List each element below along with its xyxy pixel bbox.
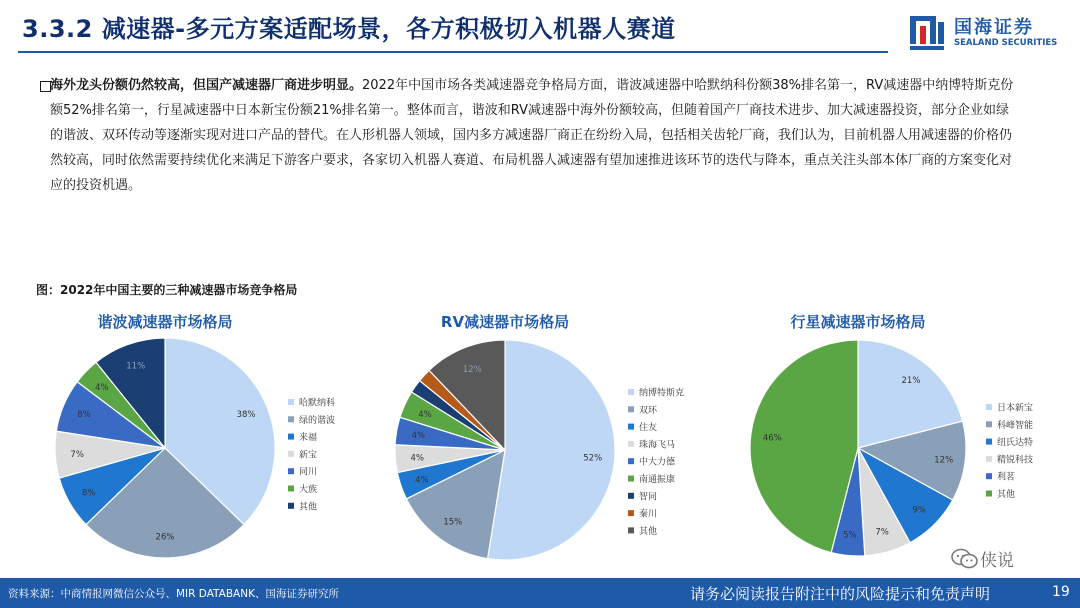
slice-value-label: 8% [77,410,91,421]
wechat-icon [950,547,980,571]
pie-chart-harmonic [20,300,380,575]
pie-title-harmonic: 谐波减速器市场格局 [97,313,233,331]
slice-value-label: 5% [843,530,857,541]
pie-chart-harmonic-svg [20,300,380,575]
legend-label: 纽氏达特 [997,438,1034,449]
slice-value-label: 4% [411,431,426,442]
logo-text-en: SEALAND SECURITIES [954,38,1058,48]
legend-swatch [628,406,634,412]
pie-chart-rv-svg [380,300,740,575]
slice-value-label: 4% [415,475,429,486]
legend-label: 其他 [639,526,658,537]
slice-value-label: 12% [462,364,482,375]
key-point-lead: 海外龙头份额仍然较高，但国产减速器厂商进步明显。 [50,78,363,93]
slice-value-label: 21% [901,376,921,387]
pie-chart-rv [380,300,740,575]
logo-text-cn: 国海证券 [954,17,1034,38]
pie-title-rv: RV减速器市场格局 [440,313,570,331]
slice-value-label: 11% [126,361,146,372]
footer-source: 资料来源：中商情报网微信公众号、MIR DATABANK、国海证券研究所 [8,588,339,600]
legend-label: 日本新宝 [997,403,1034,414]
legend-swatch [288,399,294,405]
legend-swatch [628,389,634,395]
pie-chart-planetary [730,300,1080,575]
legend-label: 中大力德 [639,457,676,468]
slice-value-label: 4% [95,383,109,394]
legend-label: 同川 [299,467,318,478]
figure-caption: 图：2022年中国主要的三种减速器市场竞争格局 [36,283,298,297]
legend-swatch [986,421,992,427]
legend-label: 新宝 [299,450,318,461]
slide-title: 3.3.2 减速器-多元方案适配场景，各方积极切入机器人赛道 [22,15,676,43]
legend-label: 其他 [997,490,1016,500]
slide-footer [0,578,1080,608]
bullet-square-icon [40,81,51,92]
slice-value-label: 12% [934,455,954,466]
company-logo [908,12,1068,52]
legend-label: 秦川 [639,509,658,520]
legend-swatch [628,476,634,482]
pie-slice [488,340,615,560]
legend-swatch [986,404,992,410]
legend-label: 其他 [299,502,318,513]
legend-swatch [986,456,992,462]
legend-swatch [288,486,294,492]
legend-swatch [628,441,634,447]
legend-label: 住友 [639,423,658,434]
slice-value-label: 52% [583,453,603,464]
pie-title-planetary: 行星减速器市场格局 [790,313,926,331]
legend-label: 双环 [639,405,658,416]
legend-label: 绿的谐波 [299,415,336,426]
footer-disclaimer: 请务必阅读报告附注中的风险提示和免责声明 [690,585,991,603]
legend-label: 珠海飞马 [639,440,676,451]
legend-swatch [288,451,294,457]
watermark-text: 侠说 [980,551,1014,571]
legend-label: 大族 [299,485,318,495]
legend-label: 哈默纳科 [299,398,336,409]
legend-swatch [986,439,992,445]
legend-swatch [986,473,992,479]
sealand-logo-icon [908,12,948,52]
slice-value-label: 7% [875,527,889,538]
legend-label: 南通振康 [639,475,676,485]
slice-value-label: 8% [82,488,96,499]
legend-swatch [628,493,634,499]
legend-swatch [288,468,294,474]
slice-value-label: 15% [443,517,463,528]
title-underline [18,51,888,53]
slice-value-label: 7% [70,449,84,460]
pie-chart-planetary-svg [730,300,1070,575]
legend-label: 智同 [639,492,658,503]
slice-value-label: 4% [410,453,425,464]
page-number: 19 [1052,584,1070,600]
slice-value-label: 9% [912,505,926,516]
slice-value-label: 26% [155,532,175,543]
legend-label: 纳博特斯克 [639,388,685,399]
legend-swatch [628,424,634,430]
legend-label: 利茗 [997,472,1016,483]
legend-swatch [986,491,992,497]
legend-swatch [288,416,294,422]
key-point-paragraph [50,73,1020,198]
slice-value-label: 38% [236,410,256,421]
legend-label: 来福 [299,433,318,444]
slide-header [0,0,1080,58]
slice-value-label: 4% [418,409,432,420]
key-point-body: 2022年中国市场各类减速器竞争格局方面，谐波减速器中哈默纳科份额38%排名第一，RV减速器中纳博特斯克份额52%排名第一，行星减速器中日本新宝份额21%排名第一。整体而言，谐波和RV减速器中海外份额较高，但随着国产厂商技术进步、加大减速器投资，部分企业如绿的谐波、双环传动等逐渐实现对进口产品的替代。在人形机器人领域，国内多方减速器厂商正在纷纷入局，包括相关齿轮厂商，我们认为，目前机器人用减速器的价格仍然较高，同时依然需要持续优化来满足下游客户要求，各家切入机器人赛道、布局机器人减速器有望加速推进该环节的迭代与降本，重点关注头部本体厂商的方案变化对应的投资机遇。 [50,78,1014,193]
legend-label: 科峰智能 [997,420,1034,431]
slice-value-label: 46% [762,433,782,444]
legend-swatch [628,458,634,464]
legend-swatch [288,503,294,509]
legend-swatch [628,510,634,516]
wechat-watermark [950,545,1050,575]
legend-swatch [628,527,634,533]
legend-label: 精锐科技 [997,455,1034,466]
legend-swatch [288,434,294,440]
